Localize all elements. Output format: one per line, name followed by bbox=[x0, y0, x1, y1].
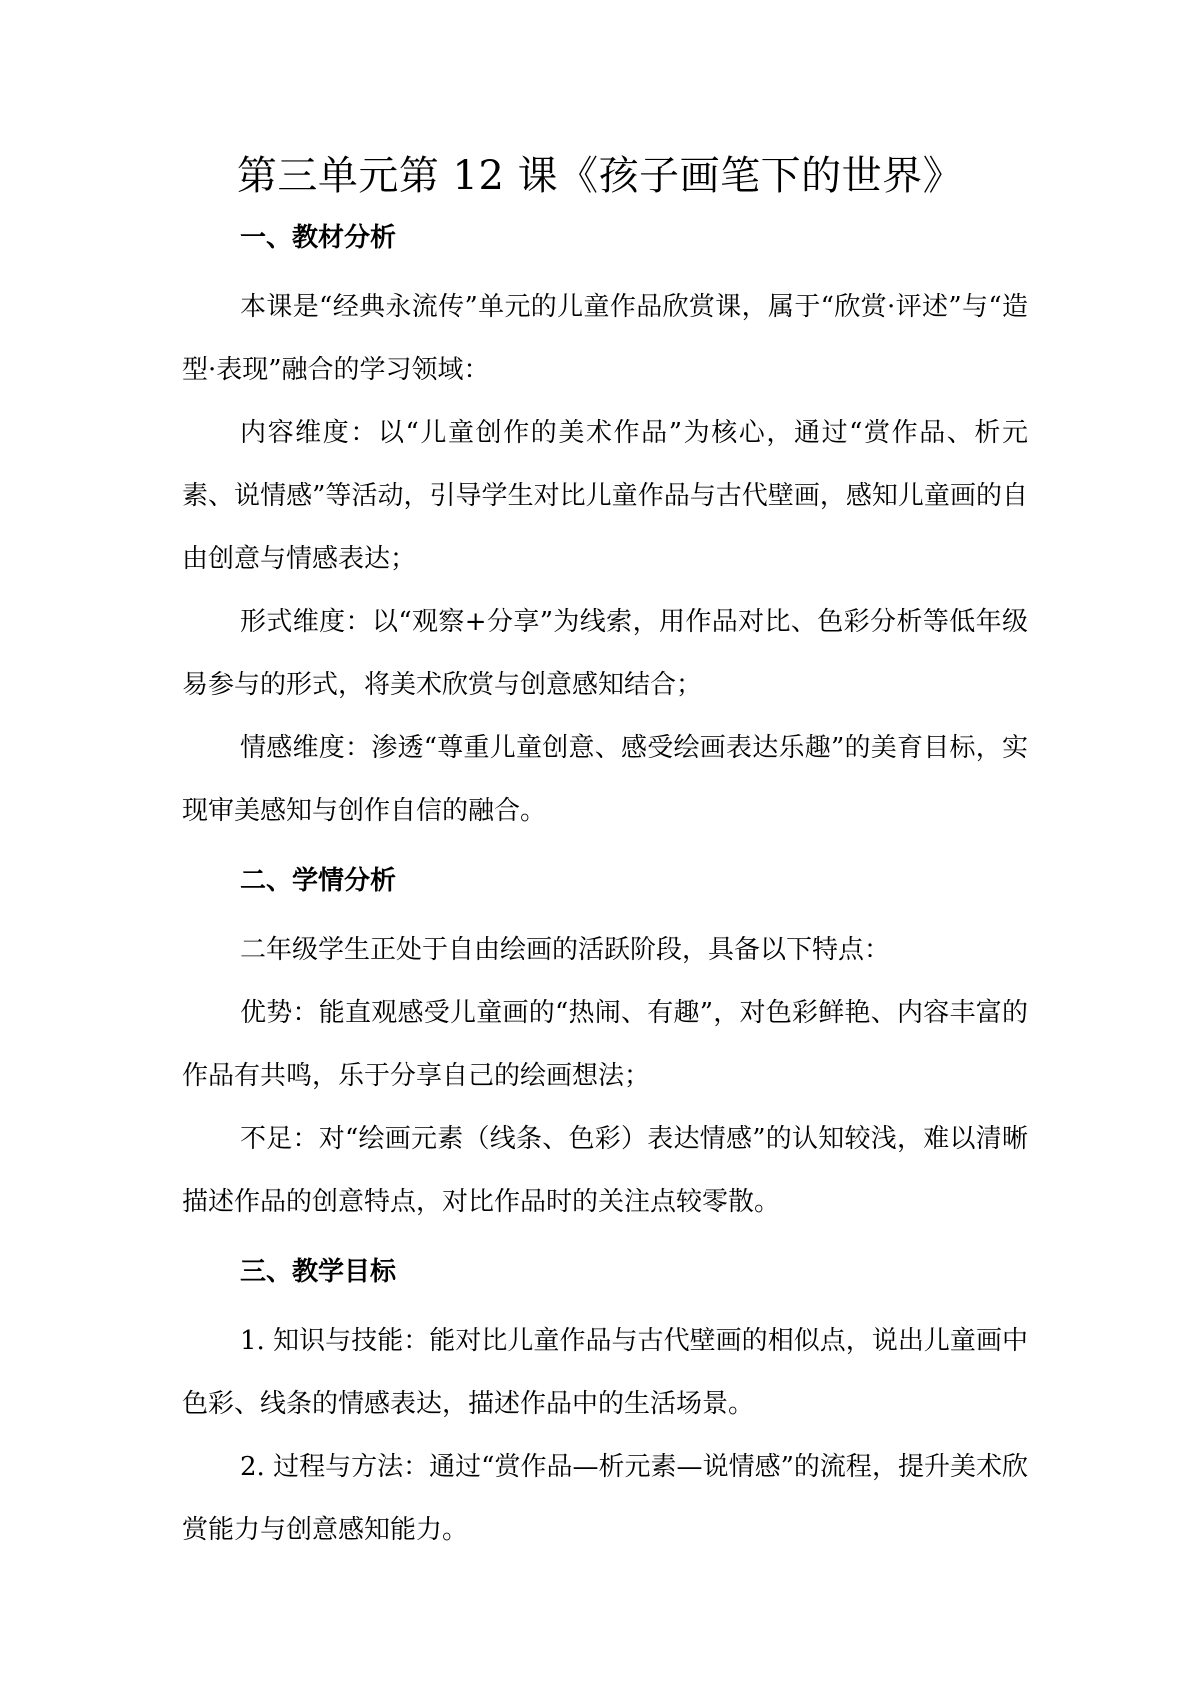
section-textbook-analysis bbox=[182, 213, 1028, 843]
document-title: 第三单元第 12 课《孩子画笔下的世界》 bbox=[236, 153, 964, 199]
paragraph: 2. 过程与方法：通过“赏作品—析元素—说情感”的流程，提升美术欣赏能力与创意感知能力。 bbox=[182, 1452, 1028, 1545]
paragraph: 情感维度：渗透“尊重儿童创意、感受绘画表达乐趣”的美育目标，实现审美感知与创作自信的融合。 bbox=[182, 733, 1028, 826]
paragraph: 本课是“经典永流传”单元的儿童作品欣赏课，属于“欣赏·评述”与“造型·表现”融合的学习领域： bbox=[182, 292, 1028, 385]
paragraph: 形式维度：以“观察+分享”为线索，用作品对比、色彩分析等低年级易参与的形式，将美术欣赏与创意感知结合； bbox=[182, 607, 1028, 700]
paragraph: 不足：对“绘画元素（线条、色彩）表达情感”的认知较浅，难以清晰描述作品的创意特点，对比作品时的关注点较零散。 bbox=[182, 1124, 1028, 1217]
section-heading: 一、教材分析 bbox=[240, 223, 397, 253]
section-heading: 二、学情分析 bbox=[240, 866, 397, 896]
paragraph: 二年级学生正处于自由绘画的活跃阶段，具备以下特点： bbox=[240, 935, 891, 965]
section-learner-analysis bbox=[182, 856, 1028, 1234]
section-teaching-objectives bbox=[182, 1247, 1028, 1562]
section-heading: 三、教学目标 bbox=[240, 1257, 397, 1287]
document-body bbox=[182, 213, 1028, 1562]
paragraph: 优势：能直观感受儿童画的“热闹、有趣”，对色彩鲜艳、内容丰富的作品有共鸣，乐于分享自己的绘画想法； bbox=[182, 998, 1028, 1091]
paragraph: 内容维度：以“儿童创作的美术作品”为核心，通过“赏作品、析元素、说情感”等活动，引导学生对比儿童作品与古代壁画，感知儿童画的自由创意与情感表达； bbox=[182, 418, 1028, 574]
paragraph: 1. 知识与技能：能对比儿童作品与古代壁画的相似点，说出儿童画中色彩、线条的情感表达，描述作品中的生活场景。 bbox=[182, 1326, 1028, 1419]
